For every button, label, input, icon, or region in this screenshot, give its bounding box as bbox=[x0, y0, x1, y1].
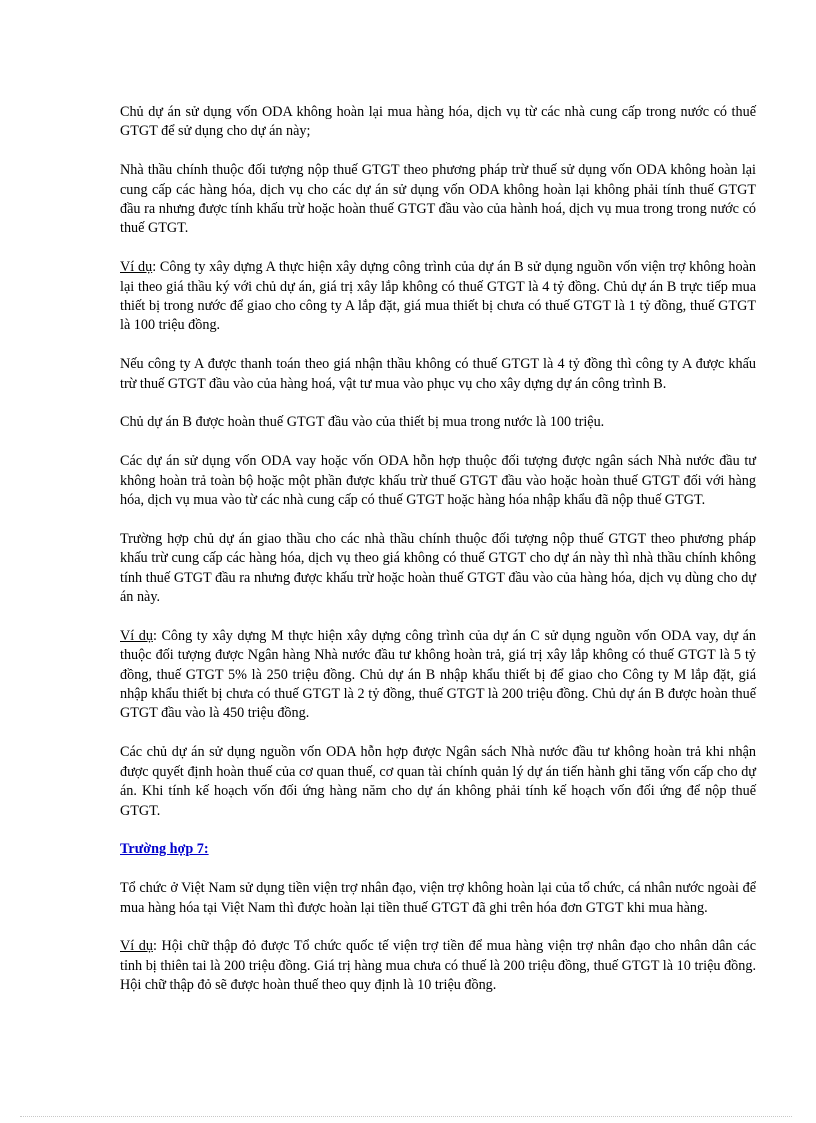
paragraph-1: Chủ dự án sử dụng vốn ODA không hoàn lại mua hàng hóa, dịch vụ từ các nhà cung cấp trong nước có thuế GTGT để sử dụng cho dự án này; bbox=[120, 104, 756, 140]
example-paragraph-1: Ví dụ: Công ty xây dựng A thực hiện xây dựng công trình của dự án B sử dụng nguồn vốn viện trợ không hoàn lại theo giá thầu ký với chủ dự án, giá trị xây lắp không có thuế GTGT là 4 tỷ đồng. Chủ dự án B trực tiếp mua thiết bị trong nước để giao cho công ty A lắp đặt, giá mua thiết bị chưa có thuế GTGT là 1 tỷ đồng, thuế GTGT là 100 triệu đồng. bbox=[120, 259, 757, 334]
heading-link[interactable]: Trường hợp 7: bbox=[120, 841, 209, 858]
paragraph-5: Chủ dự án B được hoàn thuế GTGT đầu vào của thiết bị mua trong nước là 100 triệu. bbox=[120, 414, 605, 431]
example-paragraph-3: Ví dụ: Hội chữ thập đỏ được Tổ chức quốc tế viện trợ tiền để mua hàng viện trợ nhân đạo cho nhân dân các tỉnh bị thiên tai là 200 triệu đồng. Giá trị hàng mua chưa có thuế là 200 triệu đồng, thuế GTGT là 10 triệu đồng. Hội chữ thập đỏ sẽ được hoàn thuế theo quy định là 10 triệu đồng. bbox=[120, 938, 757, 994]
example-paragraph-2: Ví dụ: Công ty xây dựng M thực hiện xây dựng công trình của dự án C sử dụng nguồn vốn ODA vay, dự án thuộc đối tượng được Ngân hàng Nhà nước đầu tư không hoàn trả, giá trị xây lắp không có thuế GTGT là 5 tỷ đồng, thuế GTGT 5% là 250 triệu đồng. Chủ dự án B nhập khẩu thiết bị để giao cho Công ty M lắp đặt, giá nhập khẩu thiết bị chưa có thuế GTGT là 2 tỷ đồng, thuế GTGT là 200 triệu đồng. Chủ dự án B được hoàn thuế GTGT đầu vào là 450 triệu đồng. bbox=[120, 627, 757, 722]
document-page bbox=[120, 103, 756, 1015]
paragraph-9: Các chủ dự án sử dụng nguồn vốn ODA hỗn hợp được Ngân sách Nhà nước đầu tư không hoàn trả khi nhận được quyết định hoàn thuế của cơ quan thuế, cơ quan tài chính quản lý dự án tiến hành ghi tăng vốn cấp cho dự án. Khi tính kế hoạch vốn đối ứng hàng năm cho dự án không phải tính kế hoạch vốn đối ứng để nộp thuế GTGT. bbox=[120, 744, 756, 819]
paragraph-7: Trường hợp chủ dự án giao thầu cho các nhà thầu chính thuộc đối tượng nộp thuế GTGT theo phương pháp khấu trừ cung cấp các hàng hóa, dịch vụ theo giá không có thuế GTGT cho dự án này thì nhà thầu chính không tính thuế GTGT đầu ra nhưng được khấu trừ hoặc hoàn thuế GTGT đầu vào của hàng hóa, dịch vụ dùng cho dự án này. bbox=[120, 530, 756, 606]
paragraph-6: Các dự án sử dụng vốn ODA vay hoặc vốn ODA hỗn hợp thuộc đối tượng được ngân sách Nhà nước đầu tư không hoàn trả toàn bộ hoặc một phần được khấu trừ thuế GTGT đầu vào hoặc hoàn thuế GTGT đối với hàng hóa, dịch vụ mua vào từ các nhà cung cấp có thuế GTGT hoặc hàng hóa nhập khẩu đã nộp thuế GTGT. bbox=[120, 453, 756, 509]
example-label: Ví dụ bbox=[120, 627, 153, 644]
section-heading bbox=[120, 840, 756, 859]
paragraph-10: Tổ chức ở Việt Nam sử dụng tiền viện trợ nhân đạo, viện trợ không hoàn lại của tổ chức, cá nhân nước ngoài để mua hàng hóa tại Việt Nam thì được hoàn lại tiền thuế GTGT đã ghi trên hóa đơn GTGT khi mua hàng. bbox=[120, 880, 756, 916]
paragraph-2: Nhà thầu chính thuộc đối tượng nộp thuế GTGT theo phương pháp trừ thuế sử dụng vốn ODA không hoàn lại cung cấp các hàng hóa, dịch vụ cho các dự án sử dụng vốn ODA không hoàn lại không phải tính thuế GTGT đầu ra nhưng được tính khấu trừ hoặc hoàn thuế GTGT đầu vào của hành hoá, dịch vụ mua trong trong nước có thuế GTGT. bbox=[120, 162, 756, 237]
example-label: Ví dụ bbox=[120, 259, 153, 276]
page-bottom-rule bbox=[20, 1116, 792, 1117]
paragraph-4: Nếu công ty A được thanh toán theo giá nhận thầu không có thuế GTGT là 4 tỷ đồng thì công ty A được khấu trừ thuế GTGT đầu vào của hàng hoá, vật tư mua vào phục vụ cho xây dựng dự án công trình B. bbox=[120, 356, 756, 392]
example-label: Ví dụ bbox=[120, 938, 153, 955]
